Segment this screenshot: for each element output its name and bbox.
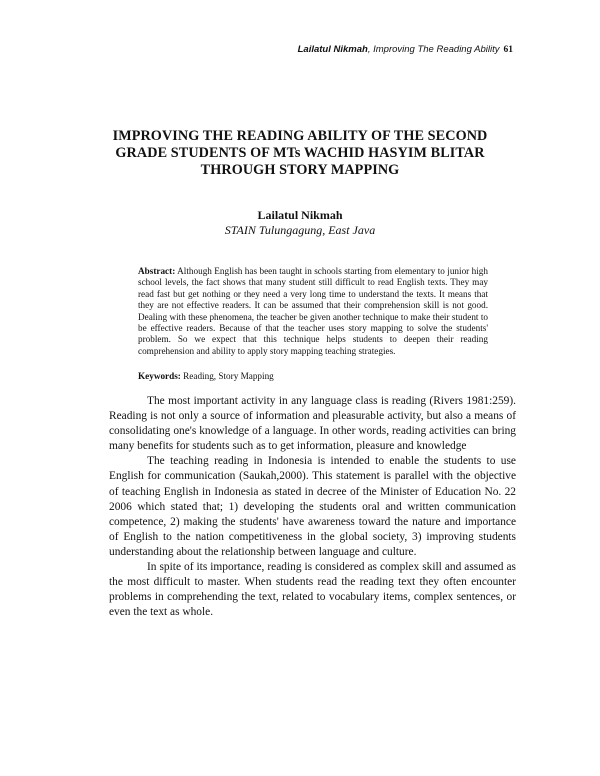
paper-title <box>90 128 510 179</box>
author-name: Lailatul Nikmah <box>257 208 343 222</box>
abstract <box>138 266 488 357</box>
running-header <box>298 44 513 55</box>
body-text <box>109 394 516 620</box>
body-paragraph-2: The teaching reading in Indonesia is intended to enable the students to use English for communication (Saukah,2000). This statement is parallel with the objective of teaching English in Indonesia as stated in decree of the Minister of Education No. 22 2006 which stated that; 1) developing the students oral and written communication competence, 2) making the students' have awareness toward the nature and importance of English to the nation competitiveness in the global society, 3) improving students understanding about the relationship between language and culture. <box>109 455 516 558</box>
body-paragraph-3: In spite of its importance, reading is considered as complex skill and assumed as the most difficult to master. When students read the reading text they often encounter problems in comprehending the text, related to vocabulary items, complex sentences, or even the text as whole. <box>109 561 516 619</box>
page-number: 61 <box>503 45 513 55</box>
keywords-text: Reading, Story Mapping <box>183 371 274 381</box>
body-paragraph-1: The most important activity in any language class is reading (Rivers 1981:259). Reading is not only a source of information and pleasurable activity, but also a means of consolidating one's knowledge of a language. In other words, reading activities can bring many benefits for students such as to get information, pleasure and knowledge <box>109 395 516 453</box>
keywords-label: Keywords: <box>138 371 181 381</box>
title-line-3: THROUGH STORY MAPPING <box>200 162 400 178</box>
title-line-1: IMPROVING THE READING ABILITY OF THE SECOND <box>112 128 488 144</box>
abstract-text: Although English has been taught in schools starting from elementary to junior high school levels, the fact shows that many student still difficult to read English texts. They may read fast but get nothing or they need a very long time to understand the texts. It means that they are not effective readers. It can be assumed that their comprehension skill is not good. Dealing with these phenomena, the teacher be given another technique to make their student to be effective readers. Because of that the teacher uses story mapping to solve the students' problem. So we expect that this technique helps students to deepen their reading comprehension and ability to apply story mapping teaching strategies. <box>138 266 488 356</box>
title-line-2: GRADE STUDENTS OF MTs WACHID HASYIM BLITAR <box>115 145 485 161</box>
header-running-title: , Improving The Reading Ability <box>367 44 500 55</box>
author-block <box>90 208 510 238</box>
keywords <box>138 371 274 381</box>
author-affiliation: STAIN Tulungagung, East Java <box>224 223 376 237</box>
header-author: Lailatul Nikmah <box>297 44 368 55</box>
abstract-label: Abstract: <box>138 266 176 276</box>
